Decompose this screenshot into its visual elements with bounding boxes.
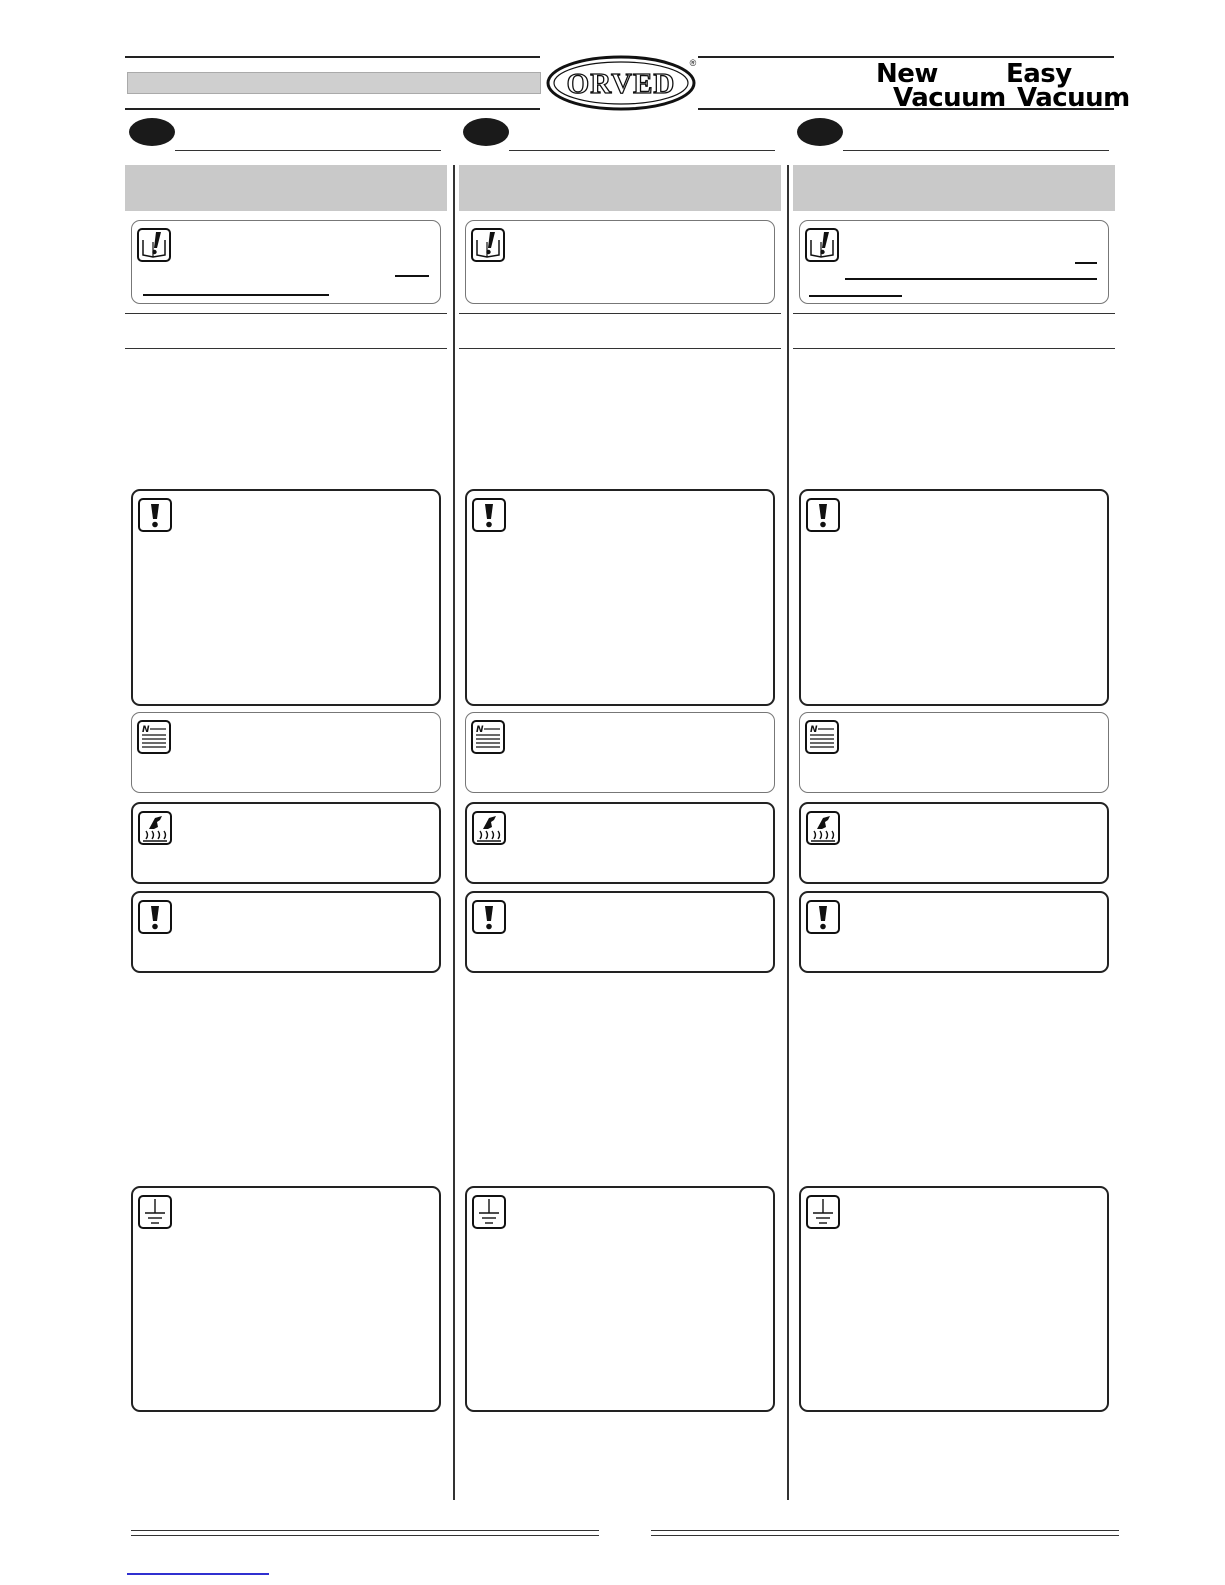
- grounding-box: [131, 1186, 441, 1412]
- language-rule: [509, 150, 775, 151]
- exclamation-warning-icon: [806, 900, 840, 934]
- hot-surface-icon: [138, 811, 172, 845]
- exclamation-warning-icon: [138, 498, 172, 532]
- hot-surface-icon: [472, 811, 506, 845]
- header-bottom-rule: [125, 108, 540, 110]
- warning-box: [465, 489, 775, 706]
- underline-mark: [1075, 262, 1097, 264]
- footer-rule: [651, 1535, 1119, 1536]
- svg-text:N: N: [142, 725, 150, 735]
- footer-rule: [651, 1530, 1119, 1531]
- note-box: [799, 712, 1109, 793]
- underline-mark: [143, 294, 329, 296]
- language-rule: [843, 150, 1109, 151]
- hot-surface-box: [465, 802, 775, 884]
- language-column-3: [793, 118, 1115, 1498]
- read-manual-notice: [465, 220, 775, 304]
- grounding-box: [465, 1186, 775, 1412]
- read-manual-notice: [799, 220, 1109, 304]
- registered-mark: ®: [689, 58, 697, 68]
- language-badge: [129, 118, 175, 146]
- warning-box: [799, 489, 1109, 706]
- earth-ground-icon: [138, 1195, 172, 1229]
- grounding-box: [799, 1186, 1109, 1412]
- product-name-line2: Vacuum: [893, 83, 1006, 113]
- product-name-line2: Vacuum: [1017, 83, 1130, 113]
- warning-box: [131, 489, 441, 706]
- read-manual-warning-icon: [471, 228, 505, 262]
- language-badge: [797, 118, 843, 146]
- svg-text:N: N: [476, 725, 484, 735]
- footer-rule: [131, 1530, 599, 1531]
- exclamation-warning-icon: [138, 900, 172, 934]
- header-top-rule: [125, 56, 540, 58]
- warning-box: [799, 891, 1109, 973]
- warning-box: [465, 891, 775, 973]
- earth-ground-icon: [806, 1195, 840, 1229]
- section-rule: [793, 313, 1115, 314]
- warning-box: [131, 891, 441, 973]
- note-icon: [805, 720, 839, 754]
- read-manual-warning-icon: [805, 228, 839, 262]
- section-title-bar: [793, 165, 1115, 211]
- language-badge: [463, 118, 509, 146]
- footer-rule: [131, 1535, 599, 1536]
- product-easy-vacuum: [1006, 59, 1130, 113]
- column-separator: [787, 165, 789, 1500]
- language-column-2: [459, 118, 781, 1498]
- note-icon: [137, 720, 171, 754]
- underline-mark: [395, 275, 429, 277]
- hot-surface-box: [799, 802, 1109, 884]
- underline-mark: [809, 295, 902, 297]
- orved-logo: [546, 55, 706, 111]
- section-rule: [793, 348, 1115, 349]
- exclamation-warning-icon: [472, 900, 506, 934]
- column-separator: [453, 165, 455, 1500]
- logo-text: ORVED: [566, 68, 676, 100]
- earth-ground-icon: [472, 1195, 506, 1229]
- language-column-1: [125, 118, 447, 1498]
- language-rule: [175, 150, 441, 151]
- header-grey-bar: [127, 72, 541, 94]
- exclamation-warning-icon: [472, 498, 506, 532]
- section-title-bar: [459, 165, 781, 211]
- underline-mark: [845, 278, 1097, 280]
- note-icon: [471, 720, 505, 754]
- footer-link-underline[interactable]: [127, 1573, 269, 1575]
- section-rule: [459, 313, 781, 314]
- product-name-line1: New: [876, 59, 938, 89]
- read-manual-notice: [131, 220, 441, 304]
- exclamation-warning-icon: [806, 498, 840, 532]
- hot-surface-box: [131, 802, 441, 884]
- svg-text:N: N: [810, 725, 818, 735]
- read-manual-warning-icon: [137, 228, 171, 262]
- header-right-top-rule: [698, 56, 1114, 58]
- note-box: [465, 712, 775, 793]
- section-rule: [459, 348, 781, 349]
- section-rule: [125, 313, 447, 314]
- note-box: [131, 712, 441, 793]
- section-title-bar: [125, 165, 447, 211]
- product-new-vacuum: [876, 59, 1006, 113]
- hot-surface-icon: [806, 811, 840, 845]
- product-name-line1: Easy: [1006, 59, 1072, 89]
- section-rule: [125, 348, 447, 349]
